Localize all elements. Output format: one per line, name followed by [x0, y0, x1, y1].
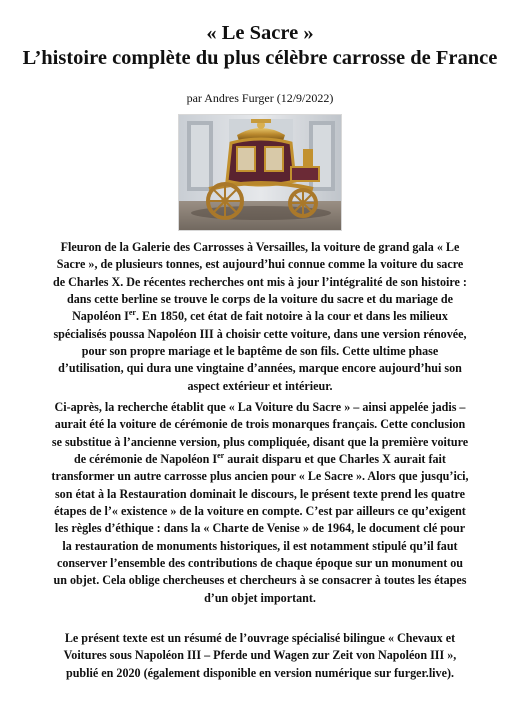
line-text: aurait disparu et que Charles X aurait fait — [224, 452, 446, 467]
paragraph-2-line: se substitue à l’ancienne version, plus compliquée, disant que la première voiture — [51, 434, 469, 449]
paragraph-1-line: de Charles X. De récentes recherches ont mis à jour l’intégralité de son histoire : — [53, 274, 467, 289]
paragraph-3-line: Voitures sous Napoléon III – Pferde und Wagen zur Zeit von Napoléon III », — [63, 648, 457, 663]
paragraph-1-line: spécialisés poussa Napoléon III à choisir cette voiture, dans une version rénovée, — [53, 326, 467, 341]
paragraph-2-line: aurait été la voiture de cérémonie de trois monarques français. Cette conclusion — [54, 417, 466, 432]
paragraph-2-line: étapes de l’« existence » de la voiture en compte. C’est par ailleurs ce qu’exigent — [54, 504, 466, 519]
title-line-2: L’histoire complète du plus célèbre carrosse de France — [22, 47, 498, 69]
paragraph-1-line: Fleuron de la Galerie des Carrosses à Versailles, la voiture de grand gala « Le — [60, 240, 460, 254]
paragraph-1-line: d’utilisation, qui dura une vingtaine d’années, marque encore aujourd’hui son — [58, 361, 462, 376]
paragraph-3-line: publié en 2020 (également disponible en version numérique sur furger.live). — [65, 665, 454, 680]
paragraph-3-line: Le présent texte est un résumé de l’ouvrage spécialisé bilingue « Chevaux et — [64, 631, 456, 645]
line-text: . En 1850, cet état de fait notoire à la cour et dans les milieux — [135, 309, 448, 324]
ordinal-superscript: er — [128, 308, 136, 318]
carriage-photo — [178, 114, 342, 231]
paragraph-2-line: les règles d’éthique : dans la « Charte de Venise » de 1964, le document clé pour — [54, 521, 466, 536]
paragraph-2-line: la restauration de monuments historiques, il est notamment stipulé qu’il faut — [62, 538, 458, 553]
paragraph-1-line: pour son propre mariage et le baptême de son fils. Cette ultime phase — [81, 344, 439, 359]
paragraph-2-line — [38, 451, 482, 468]
line-text: de cérémonie de Napoléon I — [74, 452, 218, 467]
ordinal-superscript: er — [217, 451, 225, 460]
title-line-1: « Le Sacre » — [206, 22, 314, 44]
paragraph-1 — [38, 239, 482, 395]
paragraph-2 — [38, 399, 482, 607]
paragraph-2-line: un objet. Cela oblige chercheuses et chercheurs à se consacrer à toutes les étapes — [53, 573, 467, 588]
paragraph-3 — [38, 630, 482, 682]
byline: par Andres Furger (12/9/2022) — [186, 91, 334, 105]
carriage-illustration — [179, 115, 342, 231]
paragraph-1-line: aspect extérieur et intérieur. — [187, 378, 333, 393]
paragraph-2-line: transformer un autre carrosse plus ancien pour « Le Sacre ». Alors que jusqu’ici, — [51, 469, 469, 484]
line-text: Napoléon I — [72, 309, 129, 324]
paragraph-2-line: son état à la Restauration dominait le discours, le présent texte prend les quatre — [54, 486, 466, 501]
paragraph-2-line: conserver l’ensemble des contributions de chaque époque sur un monument ou — [56, 556, 464, 571]
paragraph-1-line: dans cette berline se trouve le corps de la voiture du sacre et du mariage de — [67, 292, 453, 307]
paragraph-1-line: Sacre », de plusieurs tonnes, est aujourd’hui connue comme la voiture du sacre — [56, 257, 464, 272]
paragraph-2-line: d’un objet important. — [204, 590, 316, 605]
paragraph-1-line — [38, 308, 482, 325]
paragraph-2-line: Ci-après, la recherche établit que « La Voiture du Sacre » – ainsi appelée jadis – — [54, 400, 466, 414]
